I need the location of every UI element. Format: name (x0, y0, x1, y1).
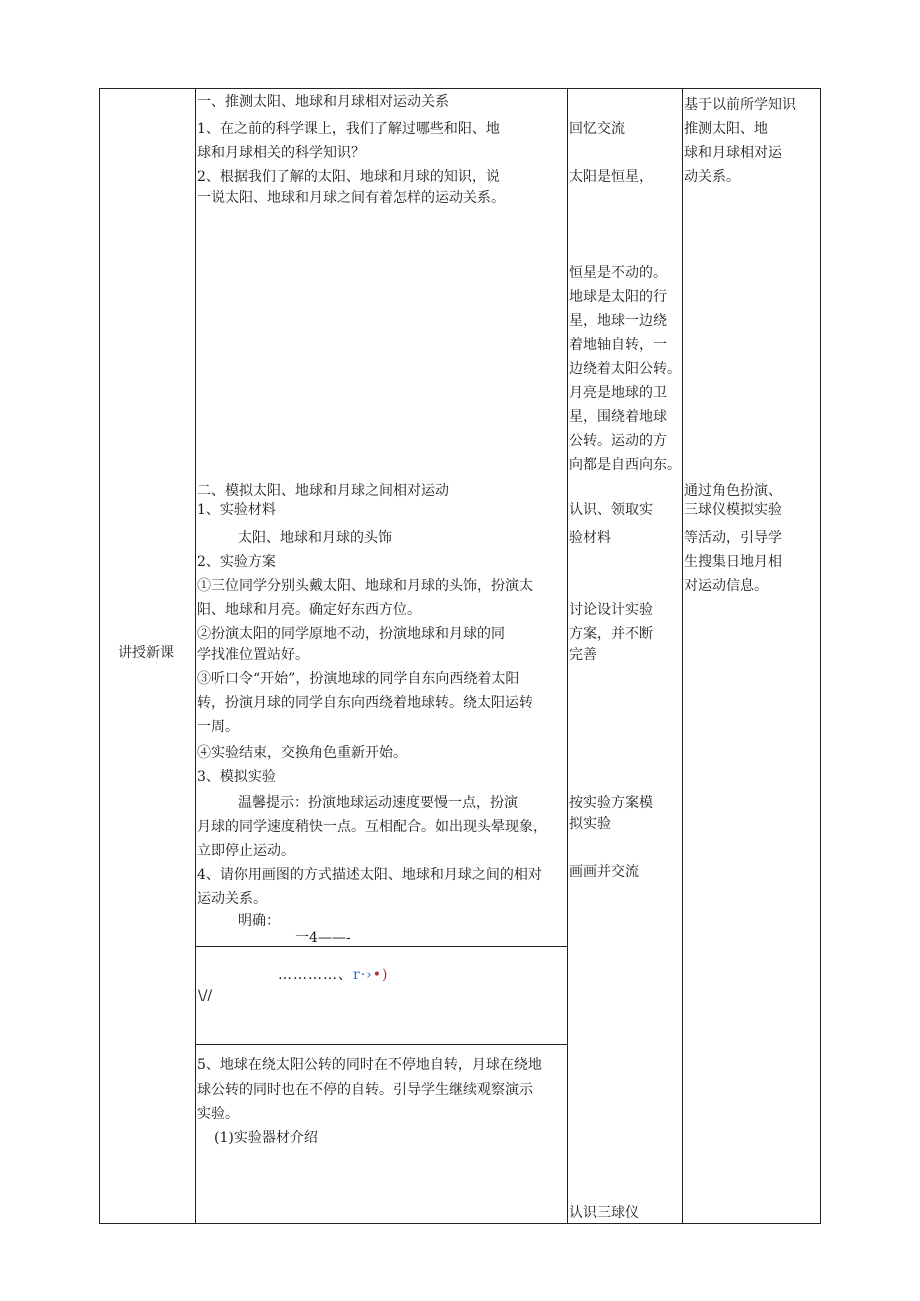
question1-line2: 球和月球相关的科学知识？ (197, 145, 365, 161)
diagram-dot-text: •) (372, 967, 389, 983)
table-top-border (99, 88, 821, 89)
plan-step2-line2: 学找准位置站好。 (197, 647, 309, 663)
materials-text: 太阳、地球和月球的头饰 (238, 530, 392, 546)
plan-step3-line2: 转，扮演月球的同学自东向西绕着地球转。绕太阳运转 (197, 695, 533, 711)
student-discuss-3: 完善 (569, 647, 597, 663)
student-materials-2: 验材料 (569, 530, 611, 546)
step5-line2: 球公转的同时也在不停的自转。引导学生继续观察演示 (197, 1082, 533, 1098)
intent-2-line4: 生搜集日地月相 (684, 554, 782, 570)
section1-heading: 一、推测太阳、地球和月球相对运动关系 (197, 94, 449, 110)
question2-line2: 一说太阳、地球和月球之间有着怎样的运动关系。 (197, 190, 505, 206)
section2-heading: 二、模拟太阳、地球和月球之间相对运动 (197, 483, 449, 499)
diagram-bottom-line (195, 1044, 567, 1045)
plan-step2-line1: ②扮演太阳的同学原地不动，扮演地球和月球的同 (197, 626, 505, 642)
student-recall: 回忆交流 (569, 121, 625, 137)
student-answer-8: 星，围绕着地球 (569, 409, 667, 425)
stage-label: 讲授新课 (118, 645, 174, 661)
column-divider-3 (682, 88, 683, 1224)
student-orrery: 认识三球仪 (569, 1205, 639, 1221)
student-simulate-2: 拟实验 (569, 816, 611, 832)
student-answer-1: 太阳是恒星， (569, 169, 653, 185)
intent-2-line3: 等活动，引导学 (684, 530, 782, 546)
step5-line1: 5、地球在绕太阳公转的同时在不停地自转，月球在绕地 (197, 1057, 542, 1073)
student-discuss-1: 讨论设计实验 (569, 602, 653, 618)
intent-1-line3: 球和月球相对运 (684, 145, 782, 161)
student-answer-10: 向都是自西向东。 (569, 457, 681, 473)
student-answer-6: 边绕着太阳公转。 (569, 361, 681, 377)
student-answer-3: 地球是太阳的行 (569, 289, 667, 305)
diagram-r-text: r·› (353, 967, 373, 983)
question2-line1: 2、根据我们了解的太阳、地球和月球的知识，说 (197, 169, 500, 185)
plan-step4: ④实验结束，交换角色重新开始。 (197, 745, 407, 761)
student-answer-5: 着地轴自转，一 (569, 337, 667, 353)
step5-line3: 实验。 (197, 1106, 239, 1122)
table-right-border (820, 88, 821, 1224)
diagram-left-mark: \// (198, 988, 213, 1004)
simulation-title: 3、模拟实验 (197, 769, 276, 785)
question1-line1: 1、在之前的科学课上，我们了解过哪些和阳、地 (197, 121, 500, 137)
intent-2-line5: 对运动信息。 (684, 578, 768, 594)
diagram-top-line (195, 946, 567, 947)
step5-sub-item: (1)实验器材介绍 (214, 1130, 318, 1146)
plan-step3-line1: ③听口令“开始”，扮演地球的同学自东向西绕着太阳 (197, 671, 520, 687)
materials-title: 1、实验材料 (197, 502, 276, 518)
diagram-dots-text: …………、 (278, 967, 353, 983)
student-simulate-1: 按实验方案模 (569, 795, 653, 811)
student-answer-2: 恒星是不动的。 (569, 265, 667, 281)
tip-line1: 温馨提示：扮演地球运动速度要慢一点，扮演 (238, 795, 518, 811)
tip-line3: 立即停止运动。 (197, 843, 295, 859)
column-divider-1 (195, 88, 196, 1224)
plan-step1-line2: 阳、地球和月亮。确定好东西方位。 (197, 602, 421, 618)
table-bottom-border (99, 1223, 821, 1224)
tip-line2: 月球的同学速度稍快一点。互相配合。如出现头晕现象， (197, 819, 547, 835)
draw-task-line2: 运动关系。 (197, 891, 267, 907)
intent-1-line1: 基于以前所学知识 (684, 97, 796, 113)
intent-1-line2: 推测太阳、地 (684, 121, 768, 137)
intent-2-line1: 通过角色扮演、 (684, 483, 782, 499)
intent-1-line4: 动关系。 (684, 169, 740, 185)
student-discuss-2: 方案，并不断 (569, 626, 653, 642)
student-materials-1: 认识、领取实 (569, 502, 653, 518)
plan-step3-line3: 一周。 (197, 719, 239, 735)
clarify-label: 明确： (238, 913, 280, 929)
diagram-top-text: 一4——- (295, 930, 351, 946)
plan-step1-line1: ①三位同学分别头戴太阳、地球和月球的头饰，扮演太 (197, 578, 533, 594)
plan-title: 2、实验方案 (197, 554, 276, 570)
column-divider-2 (567, 88, 568, 1224)
intent-2-line2: 三球仪模拟实验 (684, 502, 782, 518)
diagram-dots (278, 966, 388, 984)
student-draw: 画画并交流 (569, 864, 639, 880)
draw-task-line1: 4、请你用画图的方式描述太阳、地球和月球之间的相对 (197, 867, 542, 883)
student-answer-4: 星，地球一边绕 (569, 313, 667, 329)
table-left-border (99, 88, 100, 1224)
student-answer-9: 公转。运动的方 (569, 433, 667, 449)
student-answer-7: 月亮是地球的卫 (569, 385, 667, 401)
